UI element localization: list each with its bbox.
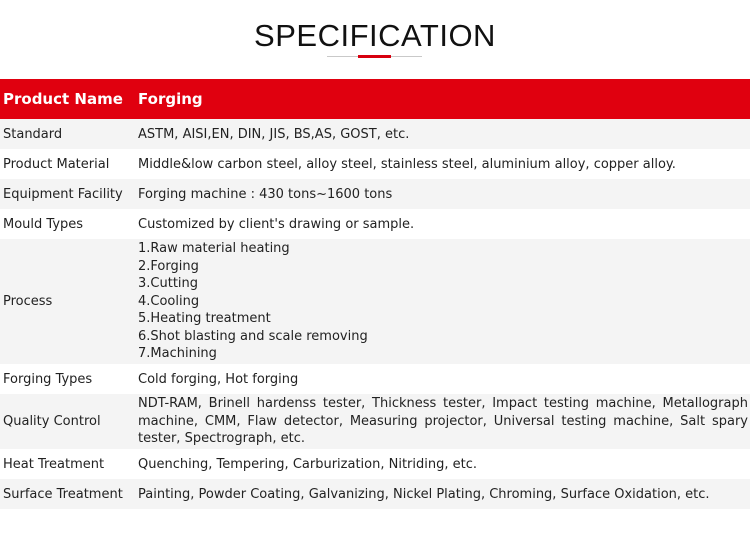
process-step: 1.Raw material heating xyxy=(138,240,290,256)
row-label: Forging Types xyxy=(0,364,138,394)
title-accent-bar xyxy=(358,55,391,58)
row-value: Customized by client's drawing or sample. xyxy=(138,209,750,239)
header-value: Forging xyxy=(138,79,750,119)
row-value: Painting, Powder Coating, Galvanizing, Nickel Plating, Chroming, Surface Oxidation, etc. xyxy=(138,479,750,509)
row-value: Forging machine : 430 tons~1600 tons xyxy=(138,179,750,209)
row-label: Surface Treatment xyxy=(0,479,138,509)
table-row-mould xyxy=(0,209,750,239)
row-label: Product Material xyxy=(0,149,138,179)
process-step: 5.Heating treatment xyxy=(138,311,271,327)
table-row-forging-types xyxy=(0,364,750,394)
table-row-quality xyxy=(0,394,750,449)
process-step: 6.Shot blasting and scale removing xyxy=(138,328,368,344)
table-row-material xyxy=(0,149,750,179)
row-label: Heat Treatment xyxy=(0,449,138,479)
row-label: Quality Control xyxy=(0,394,138,449)
process-step: 2.Forging xyxy=(138,258,199,274)
table-row-surface xyxy=(0,479,750,509)
header-label: Product Name xyxy=(0,79,138,119)
specification-table xyxy=(0,79,750,509)
row-value: Cold forging, Hot forging xyxy=(138,364,750,394)
table-row-heat xyxy=(0,449,750,479)
table-header-row xyxy=(0,79,750,119)
table-row-standard xyxy=(0,119,750,149)
process-steps xyxy=(138,239,750,364)
process-step: 7.Machining xyxy=(138,346,217,362)
row-value: Quenching, Tempering, Carburization, Nitriding, etc. xyxy=(138,449,750,479)
row-label: Equipment Facility xyxy=(0,179,138,209)
page-title: SPECIFICATION xyxy=(254,18,496,53)
table-row-process xyxy=(0,239,750,364)
process-step: 4.Cooling xyxy=(138,293,200,309)
row-value: Middle&low carbon steel, alloy steel, stainless steel, aluminium alloy, copper alloy. xyxy=(138,149,750,179)
row-label: Mould Types xyxy=(0,209,138,239)
process-step: 3.Cutting xyxy=(138,276,199,292)
row-label: Standard xyxy=(0,119,138,149)
row-value: NDT-RAM, Brinell hardenss tester, Thickness tester, Impact testing machine, Metallograph machine, CMM, Flaw detector, Measuring projector, Universal testing machine, Salt spary tester, Spectrograph, etc. xyxy=(138,394,750,449)
table-row-equipment xyxy=(0,179,750,209)
row-value: ASTM, AISI,EN, DIN, JIS, BS,AS, GOST, etc. xyxy=(138,119,750,149)
row-label: Process xyxy=(0,239,138,364)
